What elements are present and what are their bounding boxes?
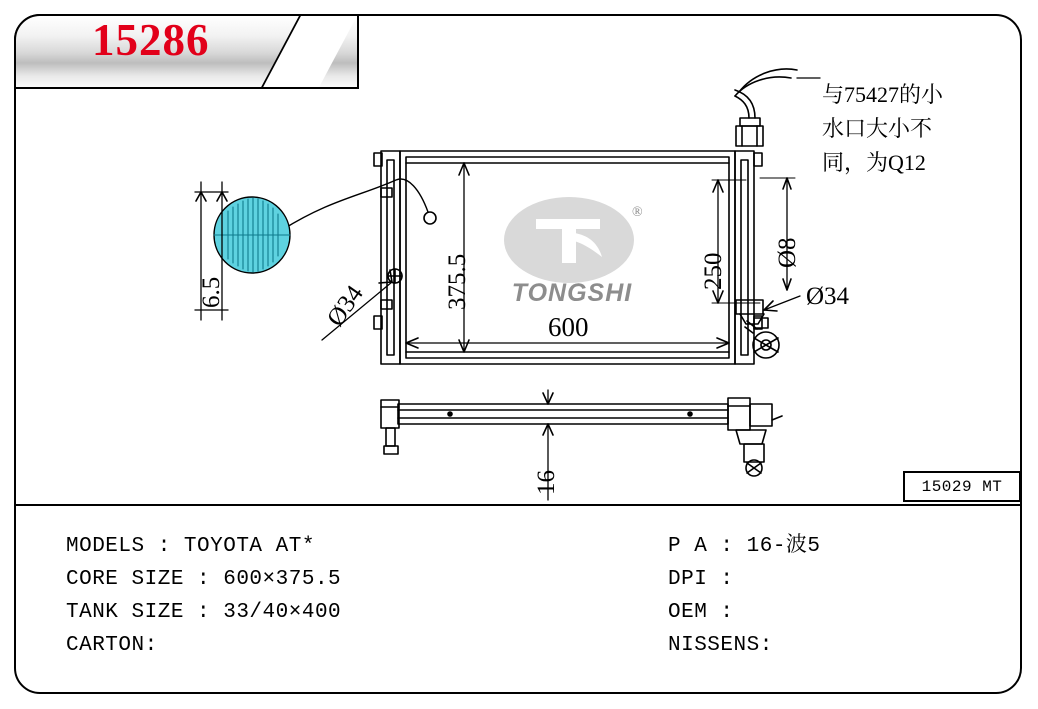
note-chinese-line-3: 同，为Q12: [822, 150, 926, 175]
spec-core-size: CORE SIZE : 600×375.5: [66, 568, 342, 591]
dim-small-port: Ø8: [774, 237, 801, 268]
spec-tank-size: TANK SIZE : 33/40×400: [66, 601, 342, 624]
note-chinese-line-1: 与75427的小: [822, 82, 944, 107]
specs-right-column: [668, 530, 998, 662]
dim-core-height: 375.5: [444, 253, 471, 310]
dim-thickness: 16: [533, 470, 560, 495]
spec-carton: CARTON:: [66, 634, 158, 657]
drawing-code-box: [903, 471, 1021, 502]
spec-oem: OEM :: [668, 601, 734, 624]
info-panel-divider: [14, 504, 1022, 506]
specs-left-column: [66, 530, 626, 662]
dim-core-width: 600: [548, 312, 589, 342]
title-tab-skew: [258, 14, 358, 89]
brand-watermark: [492, 197, 652, 322]
dim-tank-height: 250: [700, 252, 727, 290]
spec-models: MODELS : TOYOTA AT*: [66, 535, 315, 558]
brand-name: TONGSHI: [511, 279, 633, 307]
spec-dpi: DPI :: [668, 568, 734, 591]
drawing-code-label: 15029 MT: [921, 477, 1003, 496]
dim-fin-pitch: 6.5: [198, 276, 225, 308]
note-chinese-line-2: 水口大小不: [822, 116, 933, 141]
tongshi-logo-icon: [530, 213, 608, 269]
spec-pa: P A : 16-波5: [668, 535, 821, 558]
registered-mark: ®: [632, 205, 643, 220]
dim-inlet-right: Ø34: [806, 283, 850, 310]
part-number: 15286: [92, 15, 210, 65]
dim-inlet-left: Ø34: [322, 280, 369, 332]
spec-nissens: NISSENS:: [668, 634, 773, 657]
